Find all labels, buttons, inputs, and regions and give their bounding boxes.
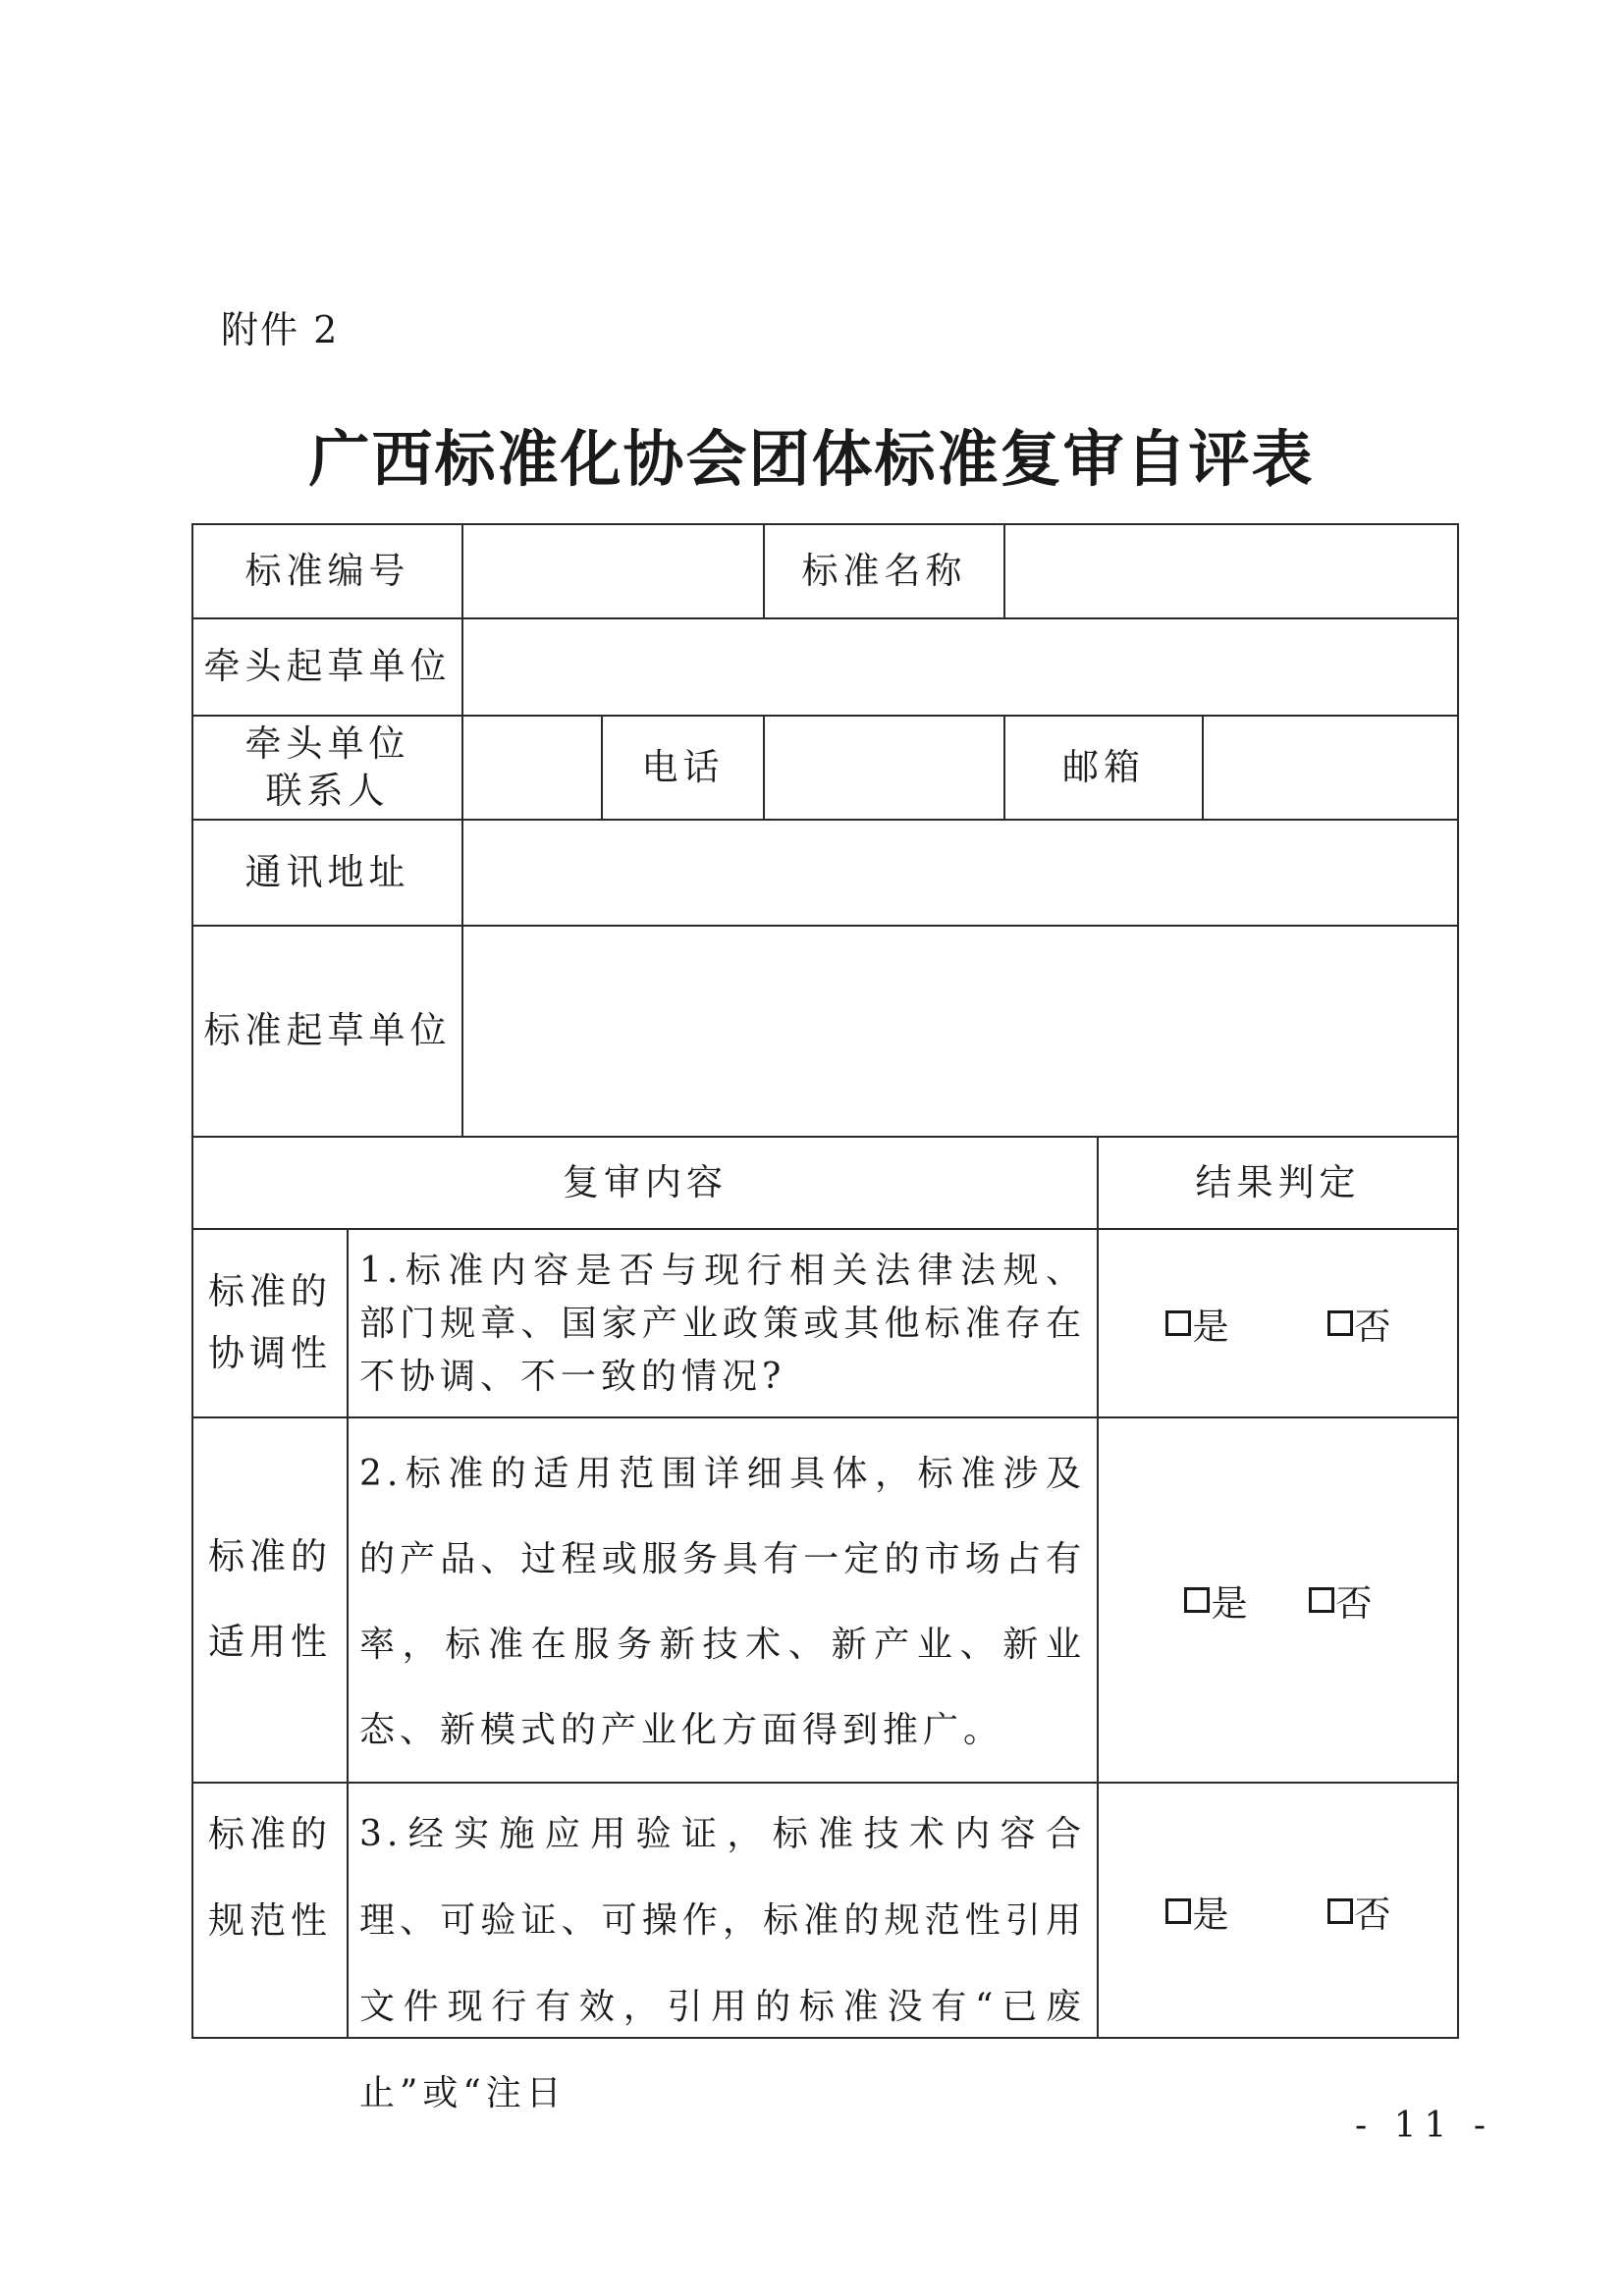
checkbox-square-icon xyxy=(1327,1310,1353,1336)
email-field[interactable] xyxy=(1204,717,1457,819)
review-item-2-text: 2.标准的适用范围详细具体，标准涉及的产品、过程或服务具有一定的市场占有率，标准在服务新技术、新产业、新业态、新模式的产业化方面得到推广。 xyxy=(359,1454,1086,1750)
no-label: 否 xyxy=(1335,1582,1373,1625)
yes-checkbox[interactable] xyxy=(1184,1574,1248,1627)
attachment-label: 附件 2 xyxy=(221,308,340,351)
no-checkbox[interactable] xyxy=(1327,1885,1391,1938)
document-title: 广西标准化协会团体标准复审自评表 xyxy=(308,423,1315,495)
address-field[interactable] xyxy=(463,821,1457,925)
address-label: 通讯地址 xyxy=(244,850,410,893)
yes-checkbox[interactable] xyxy=(1165,1297,1229,1350)
checkbox-square-icon xyxy=(1309,1587,1334,1613)
yes-label: 是 xyxy=(1192,1894,1229,1936)
no-checkbox[interactable] xyxy=(1327,1297,1391,1350)
category-line2: 协调性 xyxy=(208,1332,332,1374)
category-line1: 标准的 xyxy=(208,1535,332,1578)
checkbox-square-icon xyxy=(1184,1587,1210,1613)
page-number: - 11 - xyxy=(1355,2106,1494,2146)
yes-checkbox[interactable] xyxy=(1165,1885,1229,1938)
yes-label: 是 xyxy=(1211,1582,1248,1625)
review-item-1-text: 1.标准内容是否与现行相关法律法规、部门规章、国家产业政策或其他标准存在不协调、不一致的情况? xyxy=(359,1251,1086,1397)
result-header: 结果判定 xyxy=(1195,1160,1361,1203)
review-item-3-result xyxy=(1099,1784,1457,2039)
contact-person-label xyxy=(193,717,461,819)
lead-unit-field[interactable] xyxy=(463,619,1457,715)
phone-label: 电话 xyxy=(641,745,725,788)
drafting-units-field[interactable] xyxy=(463,927,1457,1136)
checkbox-square-icon xyxy=(1327,1898,1353,1924)
no-label: 否 xyxy=(1354,1306,1391,1348)
phone-field[interactable] xyxy=(765,717,1003,819)
category-coordination xyxy=(193,1230,347,1416)
table-rule xyxy=(347,1228,349,2039)
standard-number-label: 标准编号 xyxy=(244,549,410,592)
category-line2: 适用性 xyxy=(208,1621,332,1663)
contact-person-field[interactable] xyxy=(463,717,601,819)
contact-label-line2: 联系人 xyxy=(265,770,390,812)
category-applicability xyxy=(193,1418,347,1782)
drafting-units-label: 标准起草单位 xyxy=(203,1009,452,1052)
category-line2: 规范性 xyxy=(208,1899,332,1942)
contact-label-line1: 牵头单位 xyxy=(244,721,410,765)
checkbox-square-icon xyxy=(1165,1310,1191,1336)
category-normativity xyxy=(193,1791,347,1964)
review-content-header: 复审内容 xyxy=(563,1160,728,1203)
review-item-1-result xyxy=(1099,1230,1457,1416)
no-label: 否 xyxy=(1354,1894,1391,1936)
review-item-2-result xyxy=(1099,1418,1457,1782)
yes-label: 是 xyxy=(1192,1306,1229,1348)
checkbox-square-icon xyxy=(1165,1898,1191,1924)
standard-name-field[interactable] xyxy=(1005,525,1457,617)
email-label: 邮箱 xyxy=(1062,745,1145,788)
no-checkbox[interactable] xyxy=(1309,1574,1373,1627)
category-line1: 标准的 xyxy=(208,1813,332,1855)
lead-unit-label: 牵头起草单位 xyxy=(203,645,452,688)
category-line1: 标准的 xyxy=(208,1270,332,1313)
review-item-3-text: 3.经实施应用验证，标准技术内容合理、可验证、可操作，标准的规范性引用文件现行有效，引用的标准没有“已废止”或“注日 xyxy=(359,1814,1086,2113)
standard-number-field[interactable] xyxy=(463,525,763,617)
standard-name-label: 标准名称 xyxy=(801,549,967,592)
